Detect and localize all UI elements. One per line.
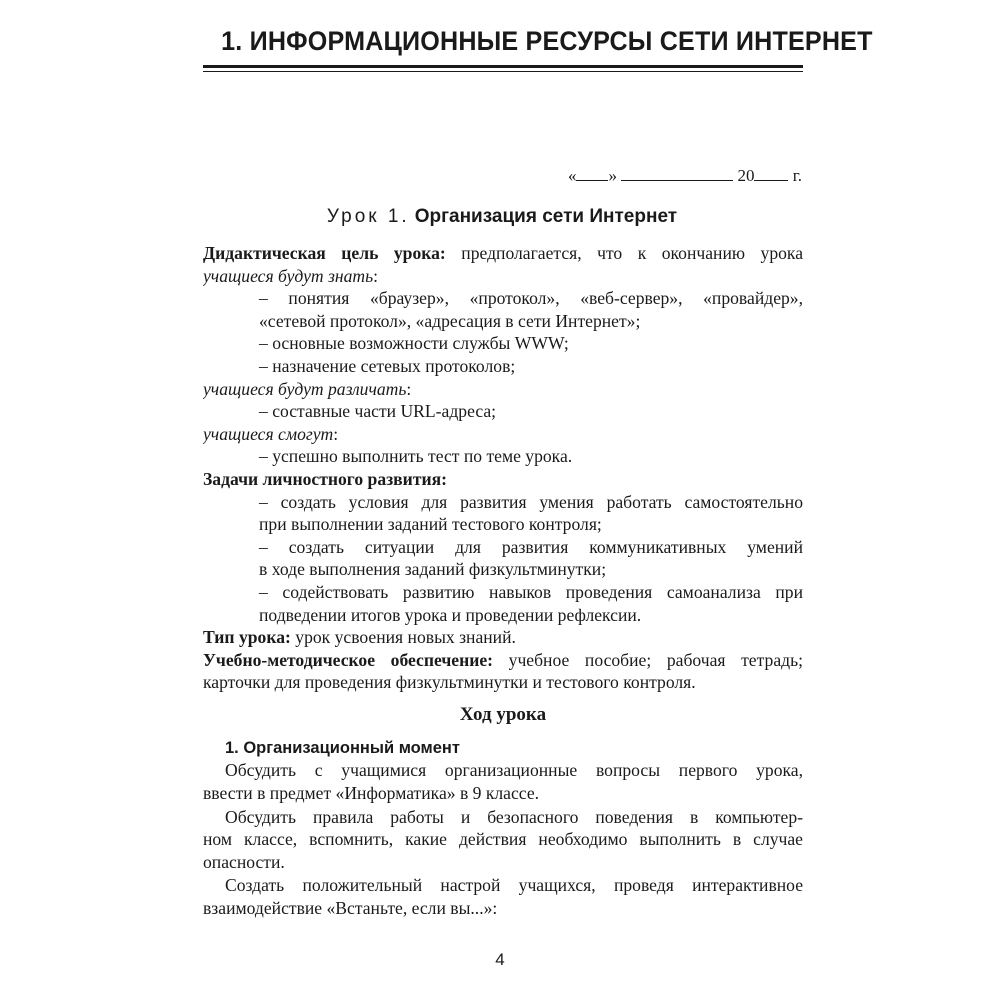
paragraph-2a: Обсудить правила работы и безопасного поведения в компьютер- [225, 806, 803, 827]
header-rule-thin [203, 71, 803, 72]
section-1-title: 1. Организационный момент [225, 738, 460, 757]
personal-item-2a: – создать ситуации для развития коммуникативных умений [259, 536, 803, 557]
personal-item-2b: в ходе выполнения заданий физкультминутки; [259, 559, 607, 580]
personal-item-3a: – содействовать развитию навыков проведения самоанализа при [259, 581, 803, 602]
support-line [203, 649, 803, 672]
lesson-type-line [203, 626, 803, 649]
support-label: Учебно-методическое обеспечение: [203, 649, 494, 670]
chapter-title: 1. ИНФОРМАЦИОННЫЕ РЕСУРСЫ СЕТИ ИНТЕРНЕТ [221, 26, 873, 56]
header-rule-thick [203, 65, 803, 68]
lesson-title: Организация сети Интернет [414, 206, 678, 227]
paragraph-1b: ввести в предмет «Информатика» в 9 классе. [203, 783, 540, 804]
didactic-goal-line [203, 242, 803, 265]
paragraph-2c: опасности. [203, 851, 285, 872]
know-label: учащиеся будут знать [203, 265, 374, 286]
can-item: – успешно выполнить тест по теме урока. [259, 446, 573, 467]
personal-item-1a: – создать условия для развития умения работать самостоятельно [259, 491, 803, 512]
date-year-prefix: 20 [737, 166, 755, 185]
lesson-heading [200, 205, 804, 228]
know-item-2: – основные возможности службы WWW; [259, 333, 569, 354]
date-day-blank [576, 166, 608, 181]
date-open-quote: « [567, 166, 577, 185]
distinguish-item: – составные части URL-адреса; [259, 401, 497, 422]
course-heading: Ход урока [459, 703, 547, 725]
know-label-line: учащиеся будут знать: [203, 265, 378, 286]
paragraph-3b: взаимодействие «Встаньте, если вы...»: [203, 898, 498, 919]
date-line [568, 166, 802, 186]
page-number: 4 [495, 950, 505, 969]
personal-item-3b: подведении итогов урока и проведении рефлексии. [259, 604, 642, 625]
support-line-2: карточки для проведения физкультминутки и тестового контроля. [203, 672, 696, 693]
personal-item-1b: при выполнении заданий тестового контроля; [259, 514, 602, 535]
know-item-3: – назначение сетевых протоколов; [259, 355, 516, 376]
paragraph-1a: Обсудить с учащимися организационные вопросы первого урока, [225, 760, 803, 781]
distinguish-label-line: учащиеся будут различать: [203, 378, 412, 399]
date-year-suffix: г. [792, 166, 802, 185]
date-year-blank [754, 166, 788, 181]
didactic-goal-text: предполагается, что к окончанию урока [445, 243, 803, 263]
can-label: учащиеся смогут [203, 423, 334, 444]
didactic-goal-label: Дидактическая цель урока: [203, 243, 446, 263]
lesson-type-text: урок усвоения новых знаний. [290, 627, 516, 648]
know-item-1a: – понятия «браузер», «протокол», «веб-сервер», «провайдер», [259, 288, 803, 309]
paragraph-2b: ном классе, вспомнить, какие действия необходимо выполнить в случае [203, 829, 803, 850]
support-text: учебное пособие; рабочая тетрадь; [493, 649, 803, 670]
paragraph-3a: Создать положительный настрой учащихся, проведя интерактивное [225, 875, 803, 896]
lesson-body [203, 242, 803, 920]
distinguish-label: учащиеся будут различать [203, 378, 407, 399]
date-month-blank [621, 166, 733, 181]
lesson-type-label: Тип урока: [203, 627, 291, 648]
lesson-number: Урок 1. [326, 206, 410, 227]
date-close-quote: » [608, 166, 617, 185]
can-label-line: учащиеся смогут: [203, 423, 339, 444]
know-item-1b: «сетевой протокол», «адресация в сети Интернет»; [259, 310, 641, 331]
personal-development-label: Задачи личностного развития: [203, 468, 447, 489]
